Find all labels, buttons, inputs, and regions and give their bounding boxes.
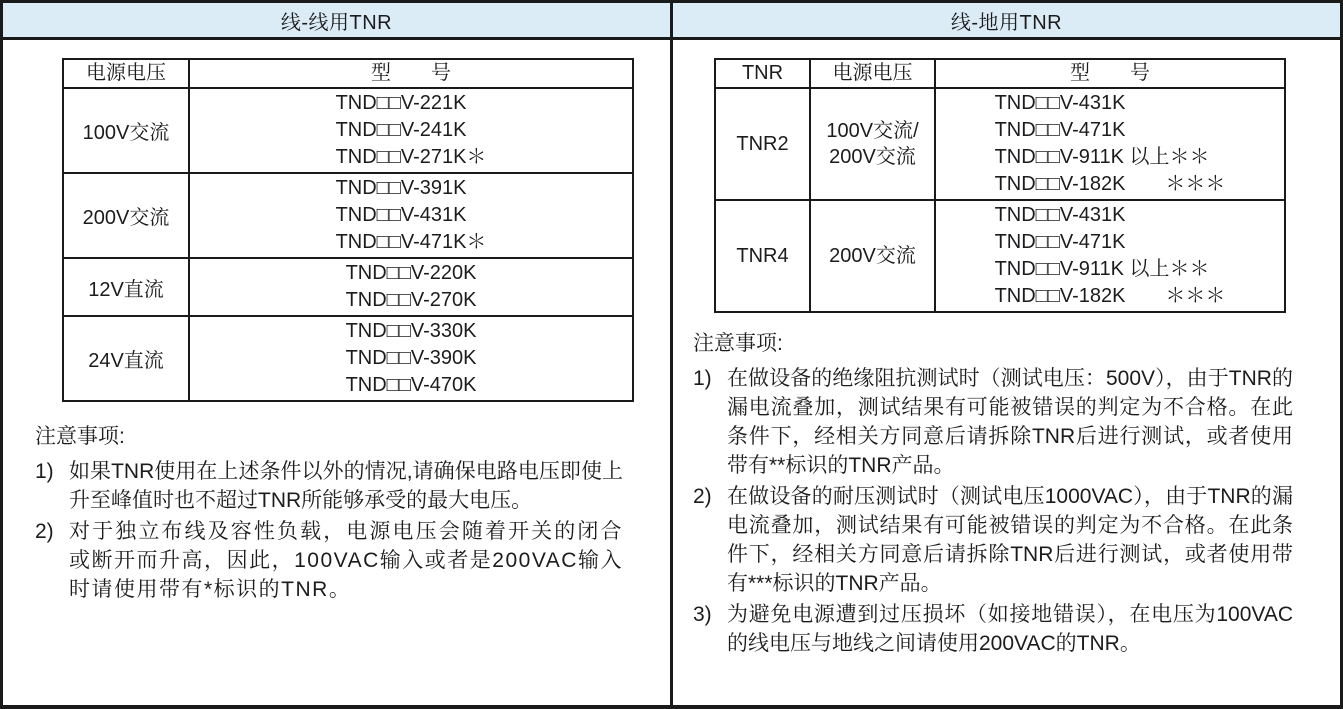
model-list bbox=[995, 90, 1226, 198]
voltage-cell: 24V直流 bbox=[63, 316, 189, 401]
tnr-cell: TNR2 bbox=[715, 88, 810, 200]
model-list bbox=[346, 260, 477, 314]
model-number: TND□□V-470K bbox=[345, 374, 477, 396]
model-number: TND□□V-471K bbox=[994, 231, 1126, 253]
model-number: TND□□V-391K bbox=[335, 177, 467, 199]
model-number: TND□□V-431K bbox=[335, 204, 467, 226]
line-ground-panel bbox=[673, 3, 1340, 705]
right-notes-section bbox=[693, 329, 1293, 658]
table-header-row bbox=[63, 59, 633, 88]
tnr-cell: TNR4 bbox=[715, 200, 810, 312]
line-line-panel-header bbox=[3, 3, 670, 40]
voltage-cell: 100V交流 bbox=[63, 88, 189, 173]
note-text: 在做设备的耐压测试时（测试电压1000VAC），由于TNR的漏电流叠加，测试结果有可能被错误的判定为不合格。在此条件下，经相关方同意后请拆除TNR后进行测试，或者使用带有***标识的TNR产品。 bbox=[727, 485, 1293, 595]
note-number: 3) bbox=[693, 603, 712, 626]
table-row bbox=[63, 316, 633, 401]
model-list bbox=[336, 175, 487, 256]
model-number: TND□□V-220K bbox=[345, 262, 477, 284]
model-number: TND□□V-390K bbox=[345, 347, 477, 369]
note-item bbox=[35, 517, 623, 604]
model-number: TND□□V-271K＊ bbox=[335, 146, 487, 168]
table-header-row bbox=[715, 59, 1285, 88]
model-number: TND□□V-431K bbox=[994, 204, 1126, 226]
model-number: TND□□V-911K 以上＊＊ bbox=[994, 258, 1210, 280]
voltage-cell bbox=[810, 88, 935, 200]
note-item bbox=[693, 482, 1293, 598]
line-ground-panel-title: 线-地用TNR bbox=[950, 11, 1063, 34]
voltage-line: 200V交流 bbox=[829, 146, 916, 168]
line-line-panel bbox=[3, 3, 673, 705]
voltage-column-header: 电源电压 bbox=[810, 59, 935, 88]
model-number: TND□□V-330K bbox=[345, 320, 477, 342]
model-column-header: 型 号 bbox=[189, 59, 633, 88]
model-number: TND□□V-911K 以上＊＊ bbox=[994, 146, 1210, 168]
model-number: TND□□V-471K＊ bbox=[335, 231, 487, 253]
voltage-line: 200V交流 bbox=[829, 245, 916, 267]
models-cell bbox=[189, 88, 633, 173]
line-line-table bbox=[62, 58, 634, 402]
models-cell bbox=[189, 258, 633, 316]
line-ground-table bbox=[714, 58, 1286, 313]
model-list bbox=[336, 90, 487, 171]
table-row bbox=[63, 88, 633, 173]
model-number: TND□□V-221K bbox=[335, 92, 467, 114]
model-number: TND□□V-431K bbox=[994, 92, 1126, 114]
model-number: TND□□V-182K ＊＊＊ bbox=[994, 285, 1226, 307]
voltage-column-header: 电源电压 bbox=[63, 59, 189, 88]
table-row bbox=[715, 88, 1285, 200]
voltage-cell: 200V交流 bbox=[63, 173, 189, 258]
model-number: TND□□V-182K ＊＊＊ bbox=[994, 173, 1226, 195]
note-item bbox=[693, 364, 1293, 480]
models-cell bbox=[935, 88, 1285, 200]
table-row bbox=[63, 258, 633, 316]
models-cell bbox=[189, 173, 633, 258]
note-text: 为避免电源遭到过压损坏（如接地错误），在电压为100VAC的线电压与地线之间请使用200VAC的TNR。 bbox=[727, 603, 1293, 655]
models-cell bbox=[935, 200, 1285, 312]
voltage-cell bbox=[810, 200, 935, 312]
table-row bbox=[715, 200, 1285, 312]
voltage-cell: 12V直流 bbox=[63, 258, 189, 316]
model-number: TND□□V-270K bbox=[345, 289, 477, 311]
note-item bbox=[693, 600, 1293, 658]
note-number: 1) bbox=[693, 367, 712, 390]
note-number: 2) bbox=[35, 520, 54, 543]
model-number: TND□□V-471K bbox=[994, 119, 1126, 141]
model-column-header: 型 号 bbox=[935, 59, 1285, 88]
note-text: 如果TNR使用在上述条件以外的情况,请确保电路电压即使上升至峰值时也不超过TNR所能够承受的最大电压。 bbox=[69, 460, 623, 512]
tnr-column-header: TNR bbox=[715, 59, 810, 88]
model-list bbox=[346, 318, 477, 399]
notes-title: 注意事项: bbox=[693, 332, 783, 355]
line-ground-panel-header bbox=[673, 3, 1340, 40]
table-row bbox=[63, 173, 633, 258]
line-line-panel-title: 线-线用TNR bbox=[280, 11, 393, 34]
line-ground-panel-body bbox=[673, 40, 1340, 705]
note-number: 1) bbox=[35, 460, 54, 483]
note-text: 对于独立布线及容性负载，电源电压会随着开关的闭合或断开而升高，因此，100VAC输入或者是200VAC输入时请使用带有*标识的TNR。 bbox=[69, 520, 623, 601]
models-cell bbox=[189, 316, 633, 401]
notes-title: 注意事项: bbox=[35, 425, 125, 448]
model-number: TND□□V-241K bbox=[335, 119, 467, 141]
line-line-panel-body bbox=[3, 40, 670, 705]
note-number: 2) bbox=[693, 485, 712, 508]
note-text: 在做设备的绝缘阻抗测试时（测试电压：500V），由于TNR的漏电流叠加，测试结果有可能被错误的判定为不合格。在此条件下，经相关方同意后请拆除TNR后进行测试，或者使用带有**标识的TNR产品。 bbox=[727, 367, 1293, 477]
note-item bbox=[35, 457, 623, 515]
left-notes-section bbox=[35, 422, 623, 604]
model-list bbox=[995, 202, 1226, 310]
voltage-line: 100V交流/ bbox=[826, 120, 919, 142]
